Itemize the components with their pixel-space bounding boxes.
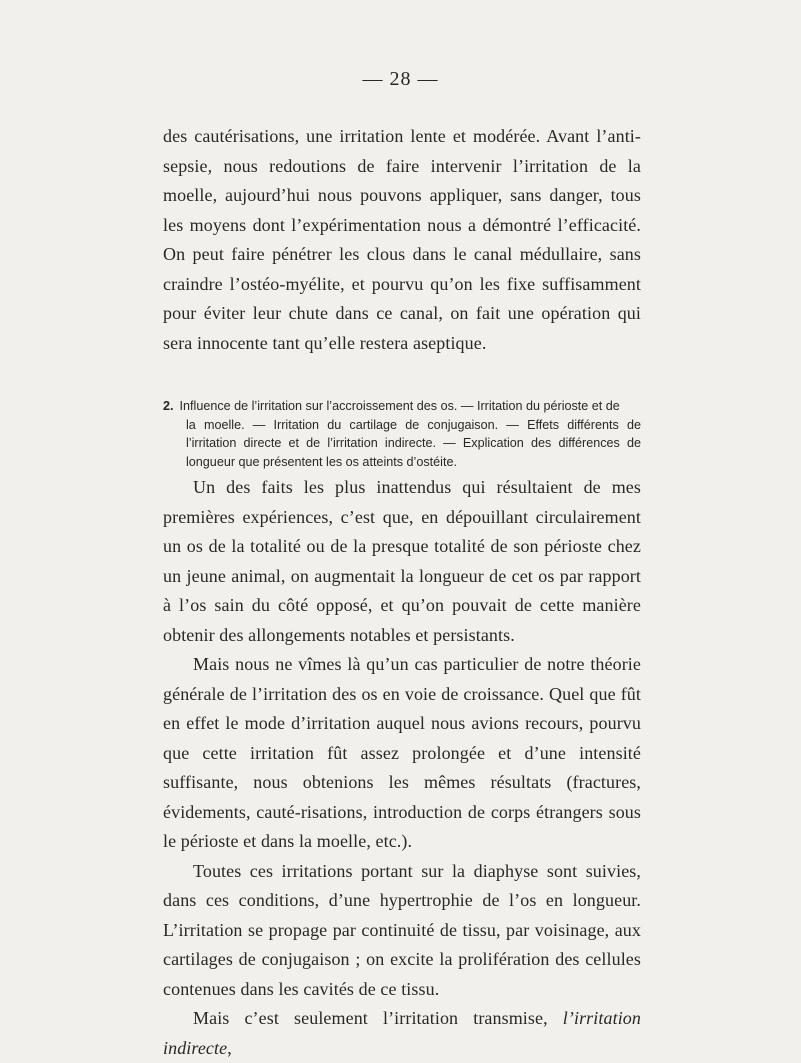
paragraph-continuation: des cautérisations, une irritation lente et modérée. Avant l’anti-sepsie, nous redoutions de faire intervenir l’irritation de la moelle, aujourd’hui nous pouvons appliquer, sans danger, tous les moyens dont l’expérimentation nous a démontré l’efficacité. On peut faire pénétrer les clous dans le canal médullaire, sans craindre l’ostéo-myélite, et pourvu qu’on les fixe suffisamment pour éviter leur chute dans ce canal, on fait une opération qui sera innocente tant qu’elle restera aseptique.	[163, 126, 641, 353]
summary-rest: la moelle. — Irritation du cartilage de conjugaison. — Effets différents de l’irritation directe et de l’irritation indirecte. — Explication des différences de longueur que présentent les os atteints d’ostéite.	[186, 417, 641, 469]
body-text-top	[163, 122, 641, 358]
summary-first-line	[163, 397, 641, 416]
paragraph-text: Mais c’est seulement l’irritation transmise,	[193, 1008, 563, 1028]
italic-term: l’irritation indirecte	[163, 1008, 641, 1058]
paragraph-tail: ,	[227, 1037, 232, 1058]
paragraph: Toutes ces irritations portant sur la diaphyse sont suivies, dans ces conditions, d’une hypertrophie de l’os en longueur. L’irritation se propage par continuité de tissu, par voisinage, aux cartilages de conjugaison ; on excite la prolifération des cellules contenues dans les cavités de ce tissu.	[163, 860, 641, 999]
body-text-main	[163, 473, 641, 1063]
section-number: 2.	[163, 399, 174, 413]
summary-heading: Influence de l’irritation sur l’accroissement des os. — Irritation du périoste et de	[179, 399, 620, 413]
paragraph: Un des faits les plus inattendus qui résultaient de mes premières expériences, c’est que, en dépouillant circulairement un os de la totalité ou de la presque totalité de son périoste chez un jeune animal, on augmentait la longueur de cet os par rapport à l’os sain du côté opposé, et qu’on pouvait de cette manière obtenir des allongements notables et persistants.	[163, 477, 641, 645]
section-summary	[163, 397, 641, 471]
paragraph	[163, 1004, 641, 1063]
page-number: — 28 —	[362, 68, 439, 90]
paragraph: Mais nous ne vîmes là qu’un cas particulier de notre théorie générale de l’irritation des os en voie de croissance. Quel que fût en effet le mode d’irritation auquel nous avions recours, pourvu que cette irritation fût assez prolongée et d’une intensité suffisante, nous obtenions les mêmes résultats (fractures, évidements, cauté-risations, introduction de corps étrangers sous le périoste et dans la moelle, etc.).	[163, 654, 641, 851]
